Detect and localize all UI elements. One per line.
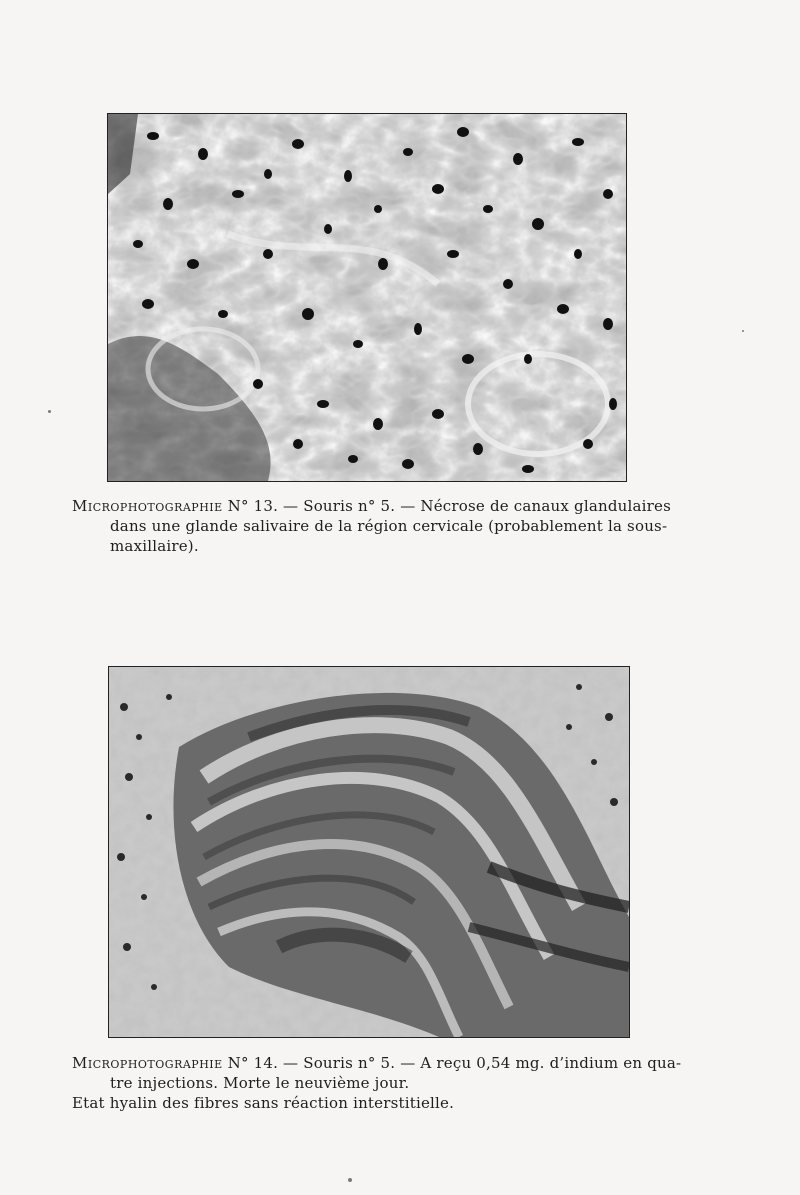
paper-speck [348,1178,352,1182]
caption-13-line-2: dans une glande salivaire de la région cervicale (probablement la sous- [110,517,668,535]
microphotograph-13-image [108,114,626,481]
paper-speck [742,330,744,332]
figure-13-caption [72,496,712,556]
microphotograph-14 [108,666,630,1038]
caption-13-line-1 [72,496,712,516]
caption-14-text-1: N° 14. — Souris n° 5. — A reçu 0,54 mg. d’indium en qua- [222,1054,682,1072]
caption-14-line-3: Etat hyalin des fibres sans réaction interstitielle. [72,1094,455,1112]
figure-14-caption [72,1053,712,1113]
caption-13-label: Microphotographie [72,497,223,515]
microphotograph-13 [107,113,627,482]
caption-14-label: Microphotographie [72,1054,223,1072]
microphotograph-14-image [109,667,629,1037]
caption-14-line-1 [72,1053,712,1073]
caption-14-line-2: tre injections. Morte le neuvième jour. [110,1074,410,1092]
paper-speck [48,410,51,413]
caption-13-line-3: maxillaire). [110,537,199,555]
caption-13-text-1: N° 13. — Souris n° 5. — Nécrose de canaux glandulaires [222,497,671,515]
